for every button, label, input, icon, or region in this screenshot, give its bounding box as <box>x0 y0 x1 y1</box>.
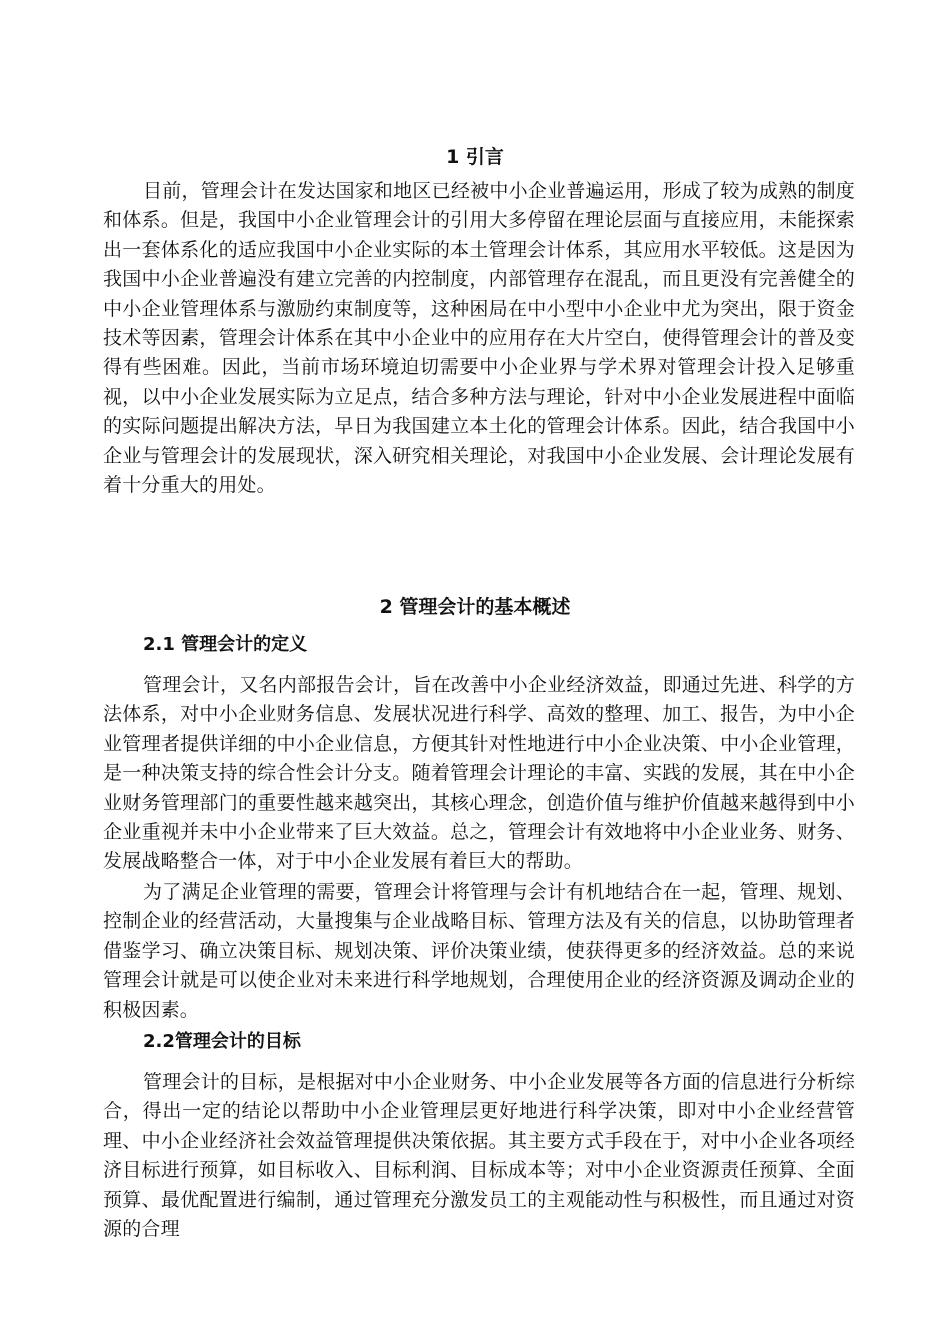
subsection-2-2-heading: 2.2管理会计的目标 <box>143 1031 301 1052</box>
subsection-2-2-paragraph-1: 管理会计的目标，是根据对中小企业财务、中小企业发展等各方面的信息进行分析综合，得出一定的结论以帮助中小企业管理层更好地进行科学决策，即对中小企业经营管理、中小企业经济社会效益管理提供决策依据。其主要方式手段在于，对中小企业各项经济目标进行预算，如目标收入、目标利润、目标成本等；对中小企业资源责任预算、全面预算、最优配置进行编制，通过管理充分激发员工的主观能动性与积极性，而且通过对资源的合理 <box>103 1071 855 1241</box>
section-2-heading: 2 管理会计的基本概述 <box>379 596 571 618</box>
subsection-2-1-heading: 2.1 管理会计的定义 <box>143 634 308 655</box>
section-1-paragraph: 目前，管理会计在发达国家和地区已经被中小企业普遍运用，形成了较为成熟的制度和体系。但是，我国中小企业管理会计的引用大多停留在理论层面与直接应用，未能探索出一套体系化的适应我国中小企业实际的本土管理会计体系，其应用水平较低。这是因为我国中小企业普遍没有建立完善的内控制度，内部管理存在混乱，而且更没有完善健全的中小企业管理体系与激励约束制度等，这种困局在中小型中小企业中尤为突出，限于资金技术等因素，管理会计体系在其中小企业中的应用存在大片空白，使得管理会计的普及变得有些困难。因此，当前市场环境迫切需要中小企业界与学术界对管理会计投入足够重视，以中小企业发展实际为立足点，结合多种方法与理论，针对中小企业发展进程中面临的实际问题提出解决方法，早日为我国建立本土化的管理会计体系。因此，结合我国中小企业与管理会计的发展现状，深入研究相关理论，对我国中小企业发展、会计理论发展有着十分重大的用处。 <box>103 180 855 497</box>
subsection-2-1-paragraph-1: 管理会计，又名内部报告会计，旨在改善中小企业经济效益，即通过先进、科学的方法体系，对中小企业财务信息、发展状况进行科学、高效的整理、加工、报告，为中小企业管理者提供详细的中小企业信息，方便其针对性地进行中小企业决策、中小企业管理，是一种决策支持的综合性会计分支。随着管理会计理论的丰富、实践的发展，其在中小企业财务管理部门的重要性越来越突出，其核心理念，创造价值与维护价值越来越得到中小企业重视并未中小企业带来了巨大效益。总之，管理会计有效地将中小企业业务、财务、发展战略整合一体，对于中小企业发展有着巨大的帮助。 <box>103 674 855 873</box>
section-1-heading: 1 引言 <box>446 146 504 168</box>
subsection-2-1-paragraph-2: 为了满足企业管理的需要，管理会计将管理与会计有机地结合在一起，管理、规划、控制企业的经营活动，大量搜集与企业战略目标、管理方法及有关的信息，以协助管理者借鉴学习、确立决策目标、规划决策、评价决策业绩，使获得更多的经济效益。总的来说管理会计就是可以使企业对未来进行科学地规划，合理使用企业的经济资源及调动企业的积极因素。 <box>103 881 855 1021</box>
